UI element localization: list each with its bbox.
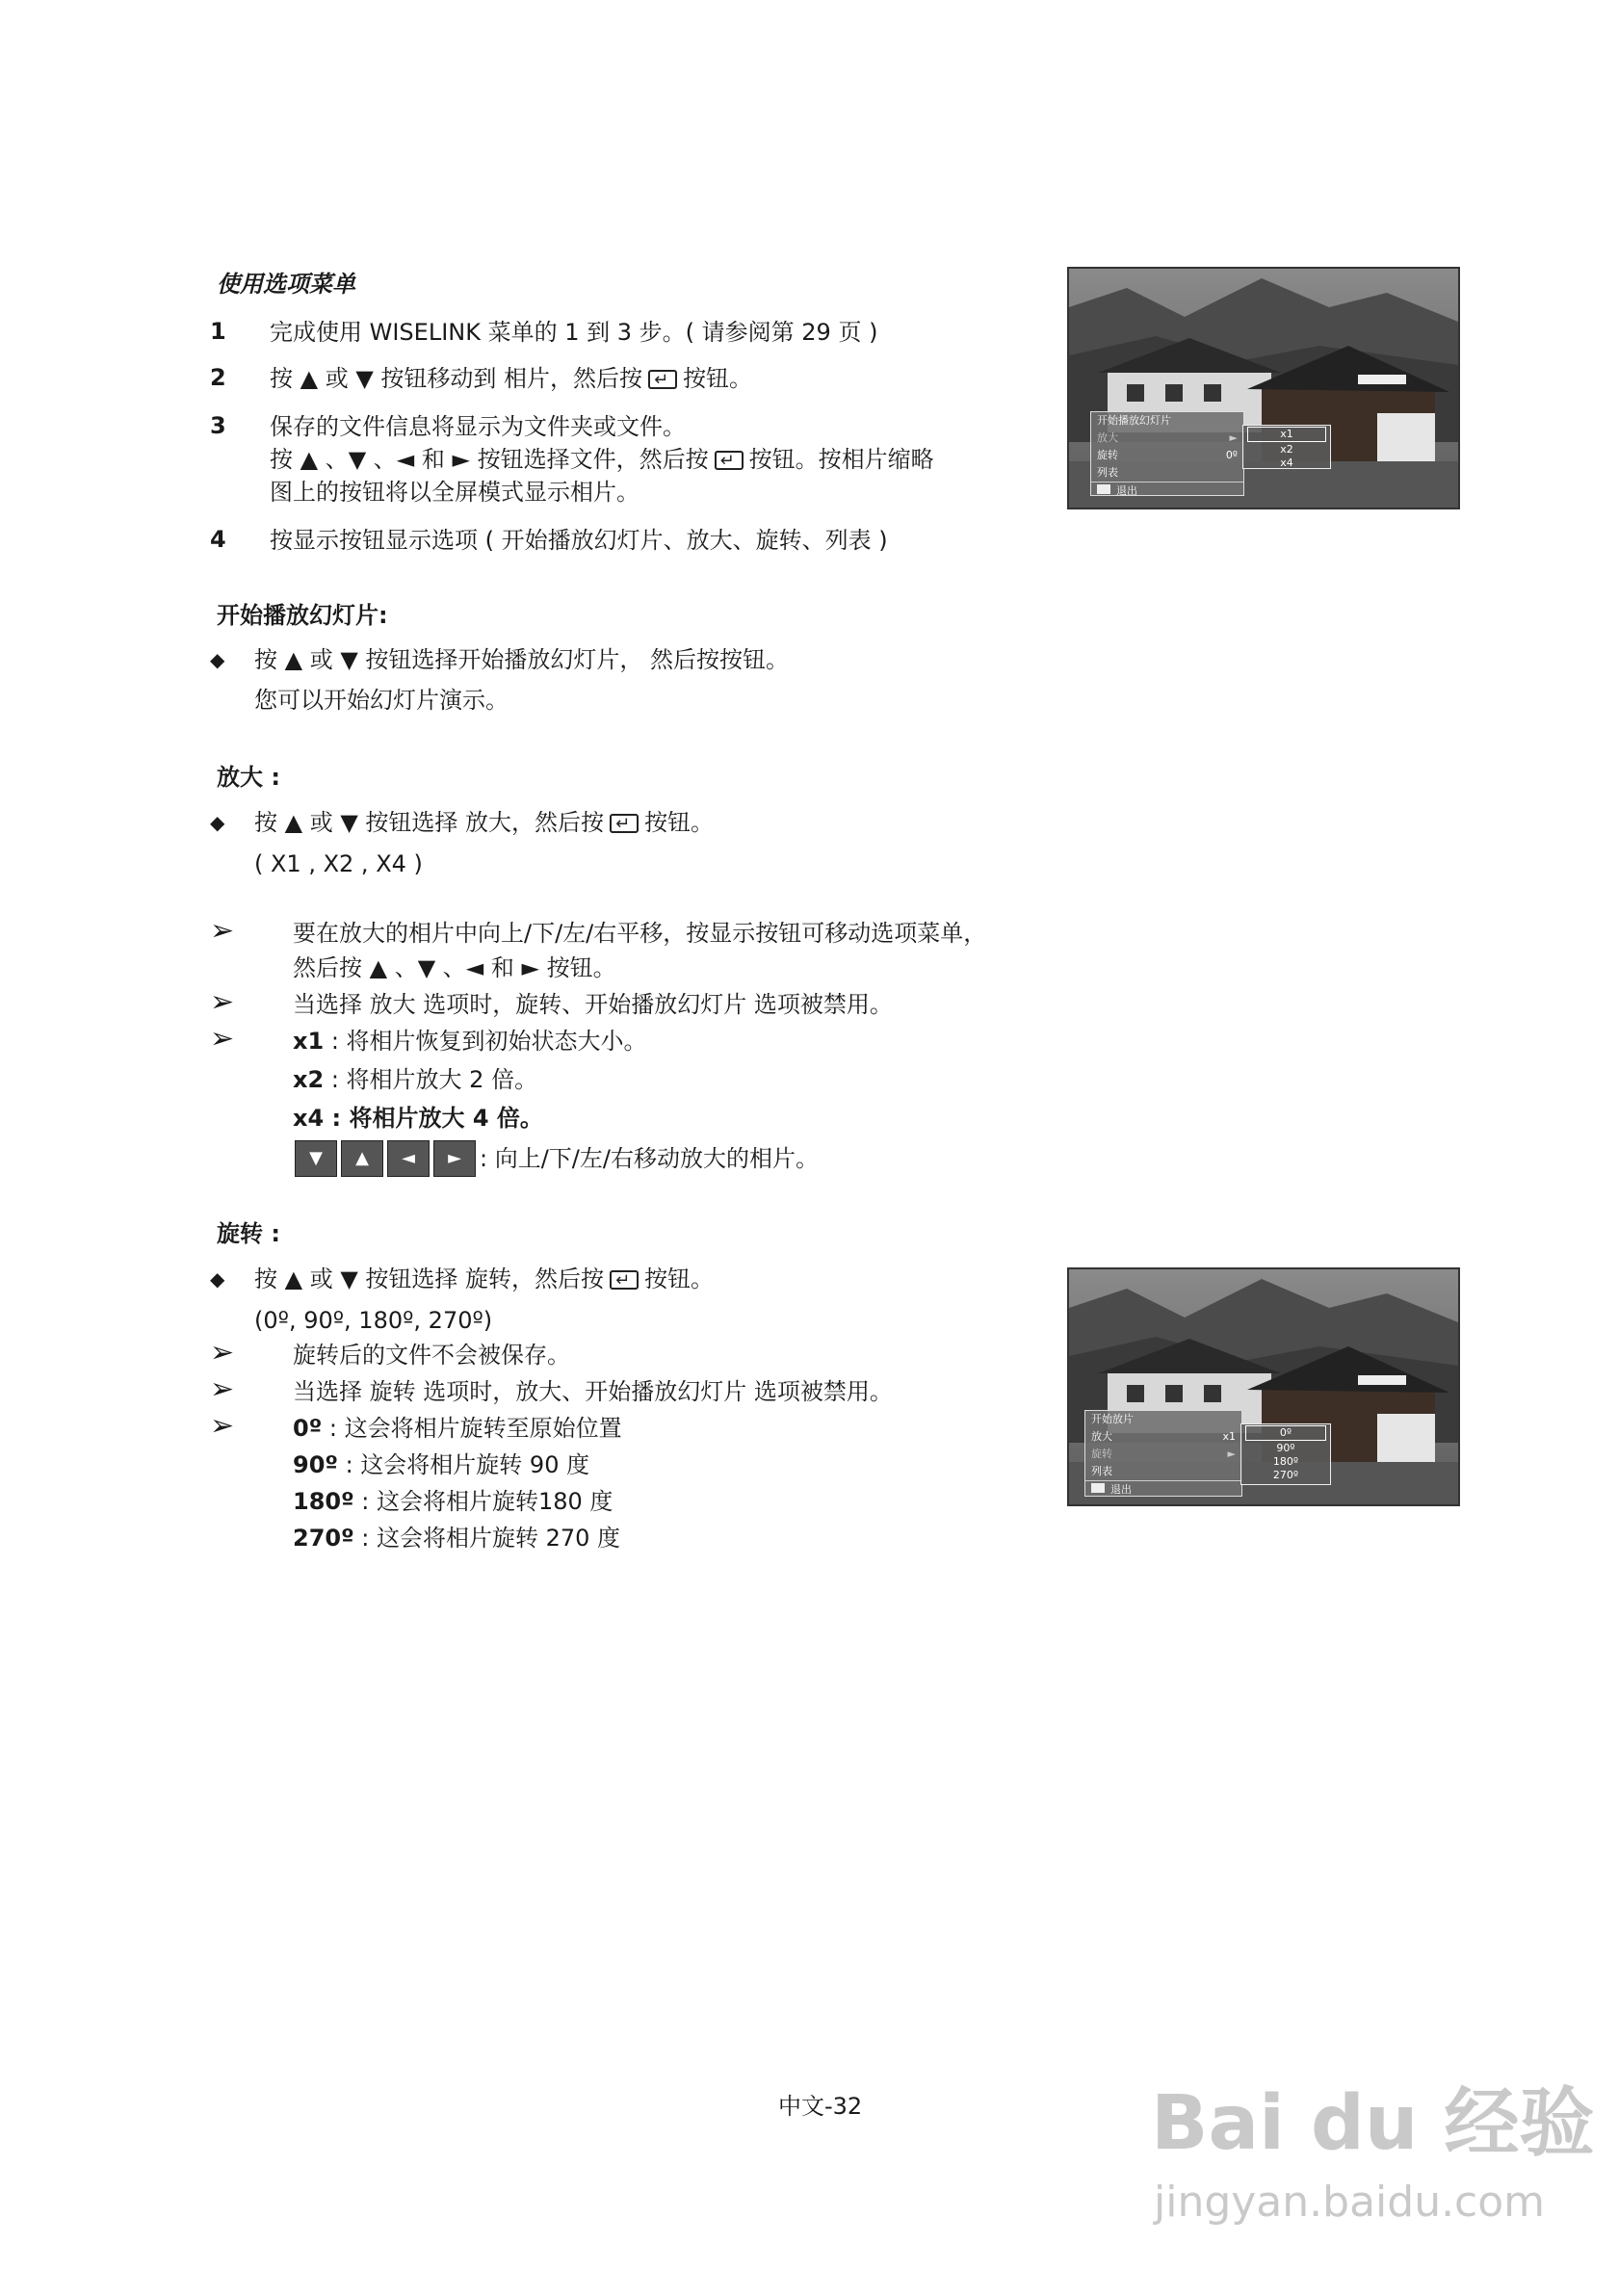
osd-menu-item[interactable]	[1091, 430, 1243, 447]
osd-menu	[1090, 411, 1244, 496]
zoom-x1	[293, 1027, 647, 1056]
osd-menu-label: 列表	[1091, 1465, 1112, 1477]
zoom-key: x1	[293, 1028, 325, 1055]
rotate-desc: : 这会将相片旋转至原始位置	[328, 1415, 622, 1442]
osd-submenu-item[interactable]: x2	[1280, 443, 1293, 456]
rotate-instruction	[254, 1265, 714, 1293]
step-text: 图上的按钮将以全屏模式显示相片。	[270, 479, 639, 506]
zoom-note: 当选择 放大 选项时，旋转、开始播放幻灯片 选项被禁用。	[293, 991, 893, 1018]
zoom-x4: x4 : 将相片放大 4 倍。	[293, 1105, 543, 1132]
enter-icon	[648, 370, 677, 389]
osd-menu-label: 旋转	[1097, 449, 1118, 461]
rotate-desc: : 这会将相片旋转 90 度	[345, 1451, 590, 1478]
step-text: 完成使用 WISELINK 菜单的 1 到 3 步。( 请参阅第 29 页 )	[270, 319, 878, 346]
step-text-part: 按 ▲ 、▼ 、◄ 和 ► 按钮选择文件，然后按	[270, 446, 709, 473]
rotate-key: 180º	[293, 1488, 354, 1515]
step-text-part: 按钮。按相片缩略	[748, 446, 934, 473]
left-arrow-button: ◄	[387, 1140, 430, 1177]
osd-menu-item[interactable]	[1085, 1463, 1241, 1480]
osd-submenu-item[interactable]: 90º	[1276, 1442, 1295, 1454]
slideshow-note: 您可以开始幻灯片演示。	[254, 687, 509, 714]
osd-menu-label: 列表	[1097, 466, 1118, 479]
osd-menu-item[interactable]	[1091, 464, 1243, 482]
osd-footer-label: 退出	[1110, 1483, 1132, 1496]
osd-menu-value: ►	[1229, 431, 1238, 444]
step-text	[270, 445, 934, 474]
rotate-item	[293, 1524, 620, 1552]
osd-submenu	[1242, 425, 1331, 469]
osd-submenu-item[interactable]: 0º	[1245, 1425, 1326, 1441]
exit-icon	[1097, 484, 1110, 494]
bullet-diamond-icon: ◆	[210, 811, 225, 834]
nav-button-row	[295, 1140, 480, 1177]
zoom-key: x2	[293, 1066, 325, 1093]
rotate-desc: : 这会将相片旋转 270 度	[361, 1525, 621, 1552]
osd-menu-item[interactable]	[1091, 447, 1243, 464]
page-number: 中文-32	[778, 2093, 863, 2120]
osd-submenu-item[interactable]: x1	[1247, 427, 1326, 442]
osd-submenu-item[interactable]: 270º	[1272, 1469, 1299, 1481]
baidu-watermark-logo: Bai du 经验	[1151, 2080, 1595, 2167]
rotate-note: 当选择 旋转 选项时，放大、开始播放幻灯片 选项被禁用。	[293, 1378, 893, 1405]
osd-submenu-item[interactable]: x4	[1280, 457, 1293, 469]
tv-screenshot-rotate	[1067, 1267, 1460, 1506]
rotate-key: 270º	[293, 1525, 354, 1552]
osd-footer	[1091, 482, 1243, 500]
osd-menu-value: ►	[1227, 1448, 1236, 1460]
step-text: 按显示按钮显示选项 ( 开始播放幻灯片、放大、旋转、列表 )	[270, 527, 888, 554]
rotate-instruction-part: 按钮。	[644, 1265, 715, 1292]
rotate-key: 0º	[293, 1415, 323, 1442]
rotate-instruction-part: 按 ▲ 或 ▼ 按钮选择 旋转，然后按	[254, 1265, 605, 1292]
zoom-instruction-part: 按 ▲ 或 ▼ 按钮选择 放大，然后按	[254, 809, 605, 836]
rotate-item	[293, 1487, 613, 1516]
zoom-x2	[293, 1065, 537, 1094]
zoom-desc: : 将相片放大 2 倍。	[330, 1066, 538, 1093]
osd-menu-label: 旋转	[1091, 1448, 1112, 1460]
osd-submenu-item[interactable]: 180º	[1272, 1455, 1299, 1468]
step-text	[270, 364, 752, 393]
osd-menu-item[interactable]	[1085, 1411, 1241, 1428]
enter-icon	[610, 814, 639, 833]
bullet-diamond-icon: ◆	[210, 1267, 225, 1291]
baidu-watermark-url: jingyan.baidu.com	[1154, 2178, 1546, 2227]
tv-screenshot-zoom	[1067, 267, 1460, 509]
osd-menu-label: 开始放片	[1091, 1413, 1134, 1425]
zoom-note: 然后按 ▲ 、▼ 、◄ 和 ► 按钮。	[293, 954, 616, 981]
step-number: 2	[210, 364, 226, 391]
osd-footer	[1085, 1480, 1241, 1499]
step-number: 3	[210, 412, 226, 439]
note-arrow-icon: ➢	[210, 1022, 235, 1056]
up-arrow-button: ▲	[341, 1140, 383, 1177]
osd-menu-item[interactable]	[1085, 1428, 1241, 1446]
step-number: 4	[210, 526, 226, 553]
note-arrow-icon: ➢	[210, 985, 235, 1019]
rotate-key: 90º	[293, 1451, 338, 1478]
zoom-options: ( X1 , X2 , X4 )	[254, 850, 423, 877]
osd-menu-item[interactable]	[1091, 412, 1243, 430]
osd-menu-item[interactable]	[1085, 1446, 1241, 1463]
rotate-item	[293, 1450, 589, 1479]
section-title-zoom: 放大 :	[217, 764, 280, 791]
osd-footer-label: 退出	[1116, 484, 1137, 497]
bullet-diamond-icon: ◆	[210, 648, 225, 671]
right-arrow-button: ►	[433, 1140, 476, 1177]
rotate-options: (0º, 90º, 180º, 270º)	[254, 1307, 493, 1334]
osd-submenu	[1240, 1423, 1331, 1485]
zoom-note: 要在放大的相片中向上/下/左/右平移，按显示按钮可移动选项菜单，	[293, 920, 987, 947]
down-arrow-button: ▼	[295, 1140, 337, 1177]
osd-menu-label: 放大	[1091, 1430, 1112, 1443]
note-arrow-icon: ➢	[210, 1409, 235, 1443]
section-title-rotate: 旋转 :	[217, 1220, 280, 1247]
step-number: 1	[210, 318, 226, 345]
zoom-desc: : 将相片恢复到初始状态大小。	[330, 1028, 647, 1055]
exit-icon	[1091, 1483, 1105, 1493]
section-title-slideshow: 开始播放幻灯片:	[217, 602, 388, 629]
zoom-instruction	[254, 808, 714, 837]
note-arrow-icon: ➢	[210, 914, 235, 948]
note-arrow-icon: ➢	[210, 1336, 235, 1370]
enter-icon	[715, 451, 744, 470]
step-text-part: 按 ▲ 或 ▼ 按钮移动到 相片，然后按	[270, 365, 643, 392]
note-arrow-icon: ➢	[210, 1372, 235, 1406]
osd-menu-label: 放大	[1097, 431, 1118, 444]
zoom-instruction-part: 按钮。	[644, 809, 715, 836]
osd-menu-label: 开始播放幻灯片	[1097, 414, 1171, 427]
enter-icon	[610, 1270, 639, 1290]
nav-description: : 向上/下/左/右移动放大的相片。	[480, 1145, 819, 1172]
section-title-options-menu: 使用选项菜单	[217, 271, 355, 298]
osd-menu-value: 0º	[1225, 449, 1238, 461]
step-text-part: 按钮。	[683, 365, 753, 392]
slideshow-instruction: 按 ▲ 或 ▼ 按钮选择开始播放幻灯片， 然后按按钮。	[254, 646, 790, 673]
osd-menu	[1084, 1410, 1242, 1497]
rotate-note: 旋转后的文件不会被保存。	[293, 1342, 570, 1369]
rotate-item	[293, 1414, 622, 1443]
rotate-desc: : 这会将相片旋转180 度	[361, 1488, 613, 1515]
step-text: 保存的文件信息将显示为文件夹或文件。	[270, 413, 686, 440]
osd-menu-value: x1	[1222, 1430, 1236, 1443]
